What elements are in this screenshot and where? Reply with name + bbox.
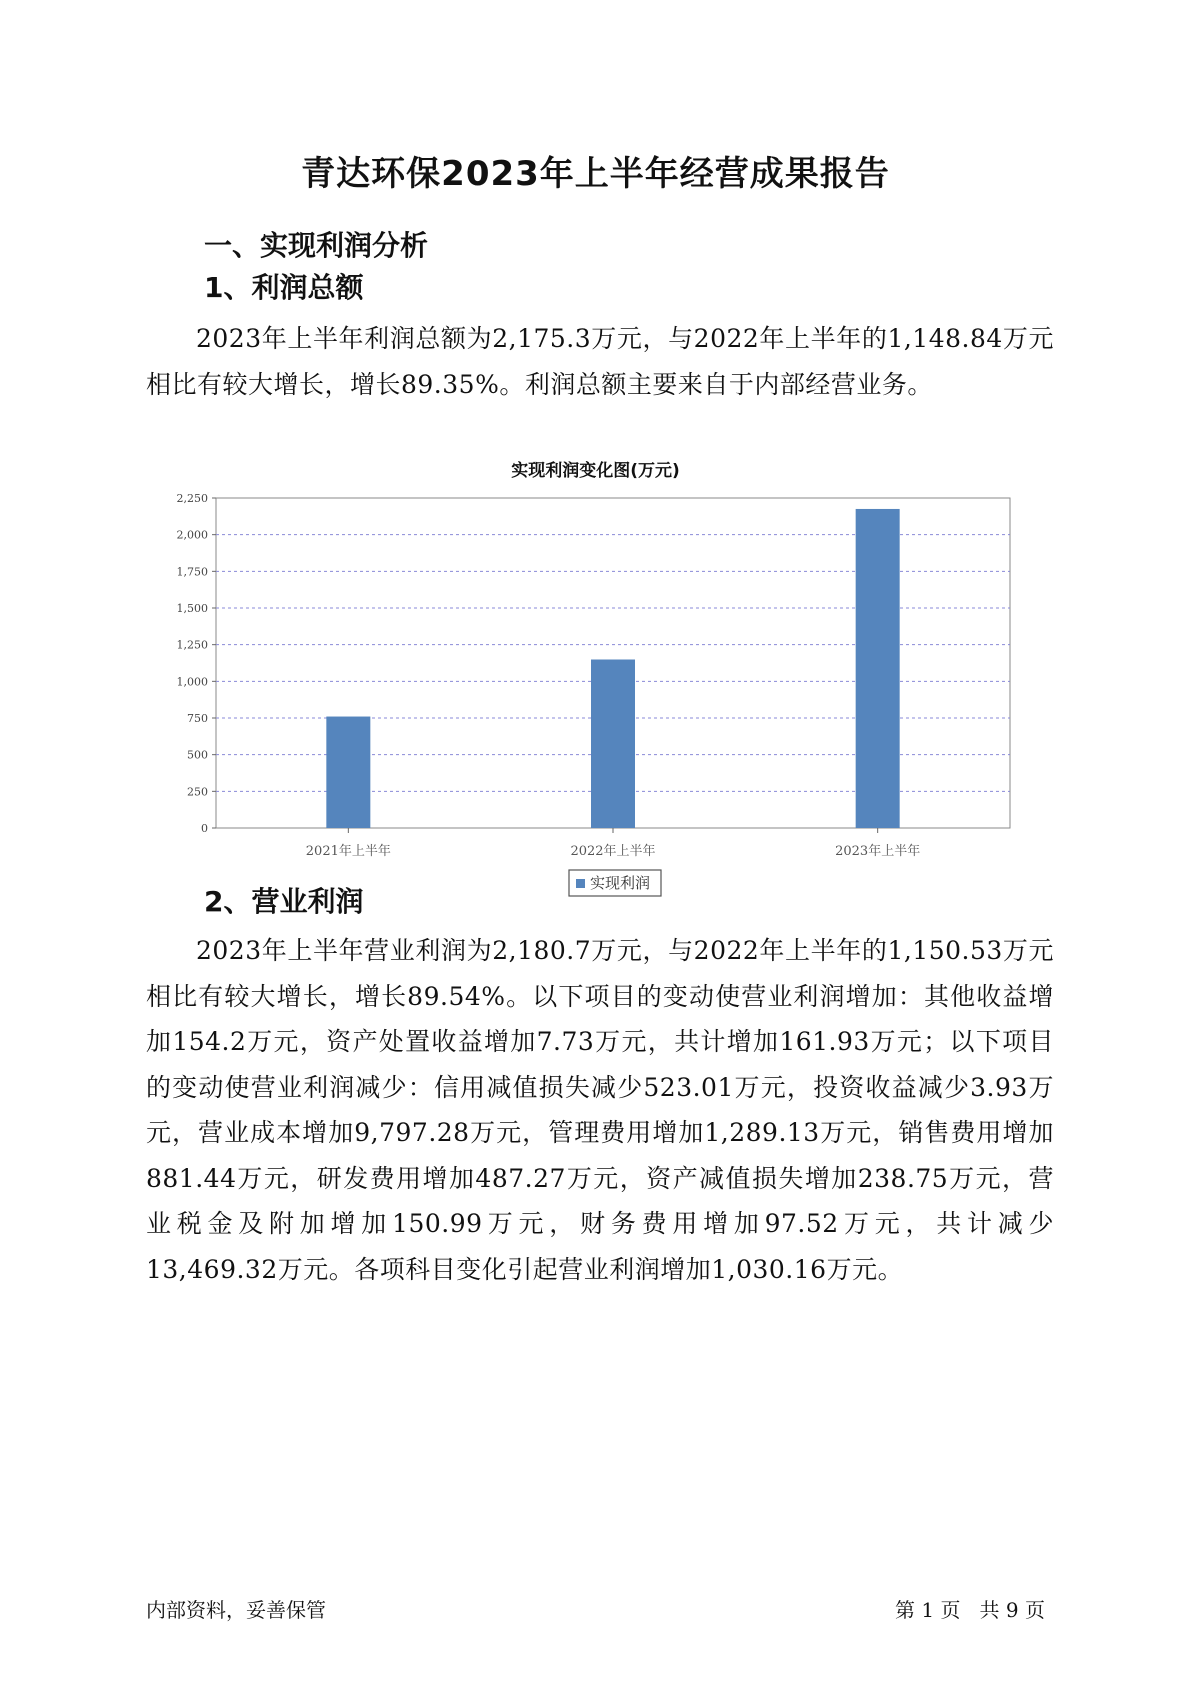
document-title: 青达环保2023年上半年经营成果报告 <box>301 154 890 194</box>
legend-label: 实现利润 <box>590 874 651 892</box>
chart-title: 实现利润变化图(万元) <box>511 461 680 481</box>
y-tick-label: 1,500 <box>176 602 208 615</box>
legend-swatch <box>576 879 585 888</box>
bar-2 <box>591 660 635 828</box>
bar-3 <box>856 509 900 828</box>
y-tick-label: 500 <box>187 748 208 762</box>
bar-1 <box>326 717 370 828</box>
profit-bar-chart <box>150 486 1030 901</box>
subsection-heading-total-profit: 1、利润总额 <box>204 271 364 304</box>
x-tick-label: 2023年上半年 <box>835 844 921 859</box>
x-tick-label: 2022年上半年 <box>570 844 656 859</box>
section-heading-profit-analysis: 一、实现利润分析 <box>204 229 429 262</box>
operating-profit-paragraph: 2023年上半年营业利润为2,180.7万元，与2022年上半年的1,150.53万元相比有较大增长，增长89.54%。以下项目的变动使营业利润增加：其他收益增加154.2万元，资产处置收益增加7.73万元，共计增加161.93万元；以下项目的变动使营业利润减少：信用减值损失减少523.01万元，投资收益减少3.93万元，营业成本增加9,797.28万元，管理费用增加1,289.13万元，销售费用增加881.44万元，研发费用增加487.27万元，资产减值损失增加238.75万元，营业税金及附加增加150.99万元，财务费用增加97.52万元，共计减少13,469.32万元。各项科目变化引起营业利润增加1,030.16万元。 <box>146 936 1054 1284</box>
y-tick-label: 2,000 <box>176 528 208 542</box>
y-tick-label: 0 <box>201 822 208 835</box>
y-tick-label: 1,750 <box>176 565 208 579</box>
y-tick-label: 2,250 <box>176 492 208 505</box>
y-tick-label: 250 <box>187 785 208 799</box>
footer-page-number: 第 1 页 共 9 页 <box>895 1598 1045 1622</box>
y-tick-label: 1,000 <box>176 675 208 689</box>
total-profit-paragraph: 2023年上半年利润总额为2,175.3万元，与2022年上半年的1,148.84万元相比有较大增长，增长89.35%。利润总额主要来自于内部经营业务。 <box>146 324 1054 399</box>
x-tick-label: 2021年上半年 <box>305 844 391 859</box>
y-tick-label: 1,250 <box>176 638 208 652</box>
footer-confidential-note: 内部资料，妥善保管 <box>146 1598 326 1622</box>
y-tick-label: 750 <box>187 712 208 725</box>
subsection-heading-operating-profit: 2、营业利润 <box>204 885 364 918</box>
